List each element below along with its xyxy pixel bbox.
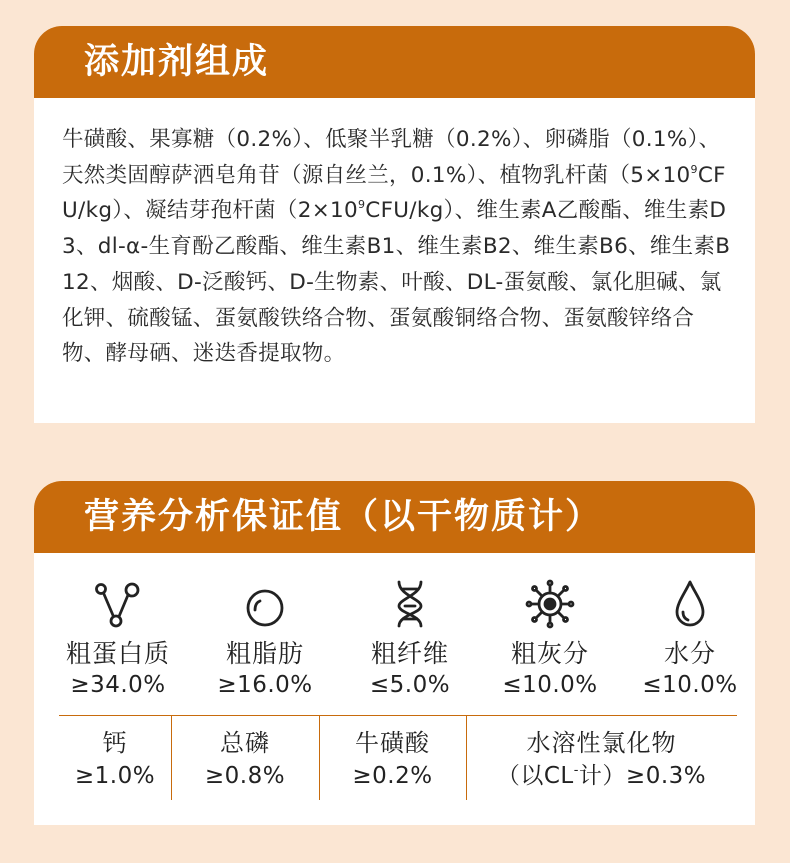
nutrient-crude-fat — [185, 573, 345, 701]
molecule-icon — [38, 573, 198, 629]
additives-text — [34, 98, 755, 372]
nutrient-value: ≥34.0% — [70, 672, 166, 698]
nutrient-value: ≤10.0% — [642, 672, 738, 698]
nutrient-value: ≥0.8% — [204, 763, 286, 789]
ash-virus-icon — [470, 573, 630, 629]
additives-card — [34, 26, 755, 423]
additives-text-part3: CFU/kg）、维生素A乙酸酯、维生素D3、dl-α-生育酚乙酸酯、维生素B1、维生素B2、维生素B6、维生素B12、烟酸、D-泛酸钙、D-生物素、叶酸、DL-蛋氨酸、氯化胆碱、氯化钾、硫酸锰、蛋氨酸铁络合物、蛋氨酸铜络合物、蛋氨酸锌络合物、酵母硒、迷迭香提取物。 — [62, 198, 731, 367]
nutrient-water-soluble-chloride — [466, 728, 737, 792]
nutrient-name: 总磷 — [220, 729, 270, 757]
nutrient-crude-ash — [470, 573, 630, 701]
nutrient-name: 水溶性氯化物 — [526, 729, 677, 757]
nutrient-calcium — [59, 728, 171, 792]
exponent-2: 9 — [357, 198, 366, 212]
nutrition-card — [34, 481, 755, 825]
fat-drop-circle-icon — [185, 573, 345, 629]
nutrient-name: 粗脂肪 — [225, 639, 304, 668]
nutrient-name: 钙 — [102, 729, 128, 757]
dna-icon — [330, 573, 490, 629]
nutrient-moisture — [610, 573, 755, 701]
value-suffix: 计）≥0.3% — [578, 763, 707, 789]
nutrition-bottom-row — [34, 716, 755, 800]
water-drop-icon — [610, 573, 755, 629]
nutrient-taurine — [319, 728, 466, 792]
nutrient-total-phosphorus — [171, 728, 319, 792]
nutrient-crude-protein — [38, 573, 198, 701]
additives-title: 添加剂组成 — [34, 26, 755, 98]
additives-text-part1: 牛磺酸、果寡糖（0.2%）、低聚半乳糖（0.2%）、卵磷脂（0.1%）、天然类固醇萨洒皂角苷（源自丝兰，0.1%）、植物乳杆菌（5×10 — [62, 127, 721, 188]
nutrient-name: 水分 — [663, 639, 716, 668]
nutrient-value: ≤5.0% — [369, 672, 451, 698]
nutrient-value: ≤10.0% — [502, 672, 598, 698]
exponent-1: 9 — [690, 162, 698, 176]
nutrient-value — [466, 760, 737, 792]
nutrient-value: ≥16.0% — [217, 672, 313, 698]
nutrient-name: 粗蛋白质 — [65, 639, 170, 668]
nutrient-value: ≥0.2% — [352, 763, 433, 789]
nutrient-name: 粗灰分 — [510, 639, 589, 668]
value-superscript: - — [573, 763, 579, 778]
nutrition-title: 营养分析保证值（以干物质计） — [34, 481, 755, 553]
nutrient-name: 牛磺酸 — [355, 729, 430, 757]
additives-text-part2: CFU/kg）、凝结芽孢杆菌（2×10 — [62, 162, 726, 224]
nutrient-value: ≥1.0% — [74, 763, 156, 789]
nutrient-name: 粗纤维 — [370, 639, 449, 668]
nutrition-top-row — [34, 553, 755, 717]
value-prefix: （以CL — [496, 763, 574, 789]
nutrient-crude-fiber — [330, 573, 490, 701]
